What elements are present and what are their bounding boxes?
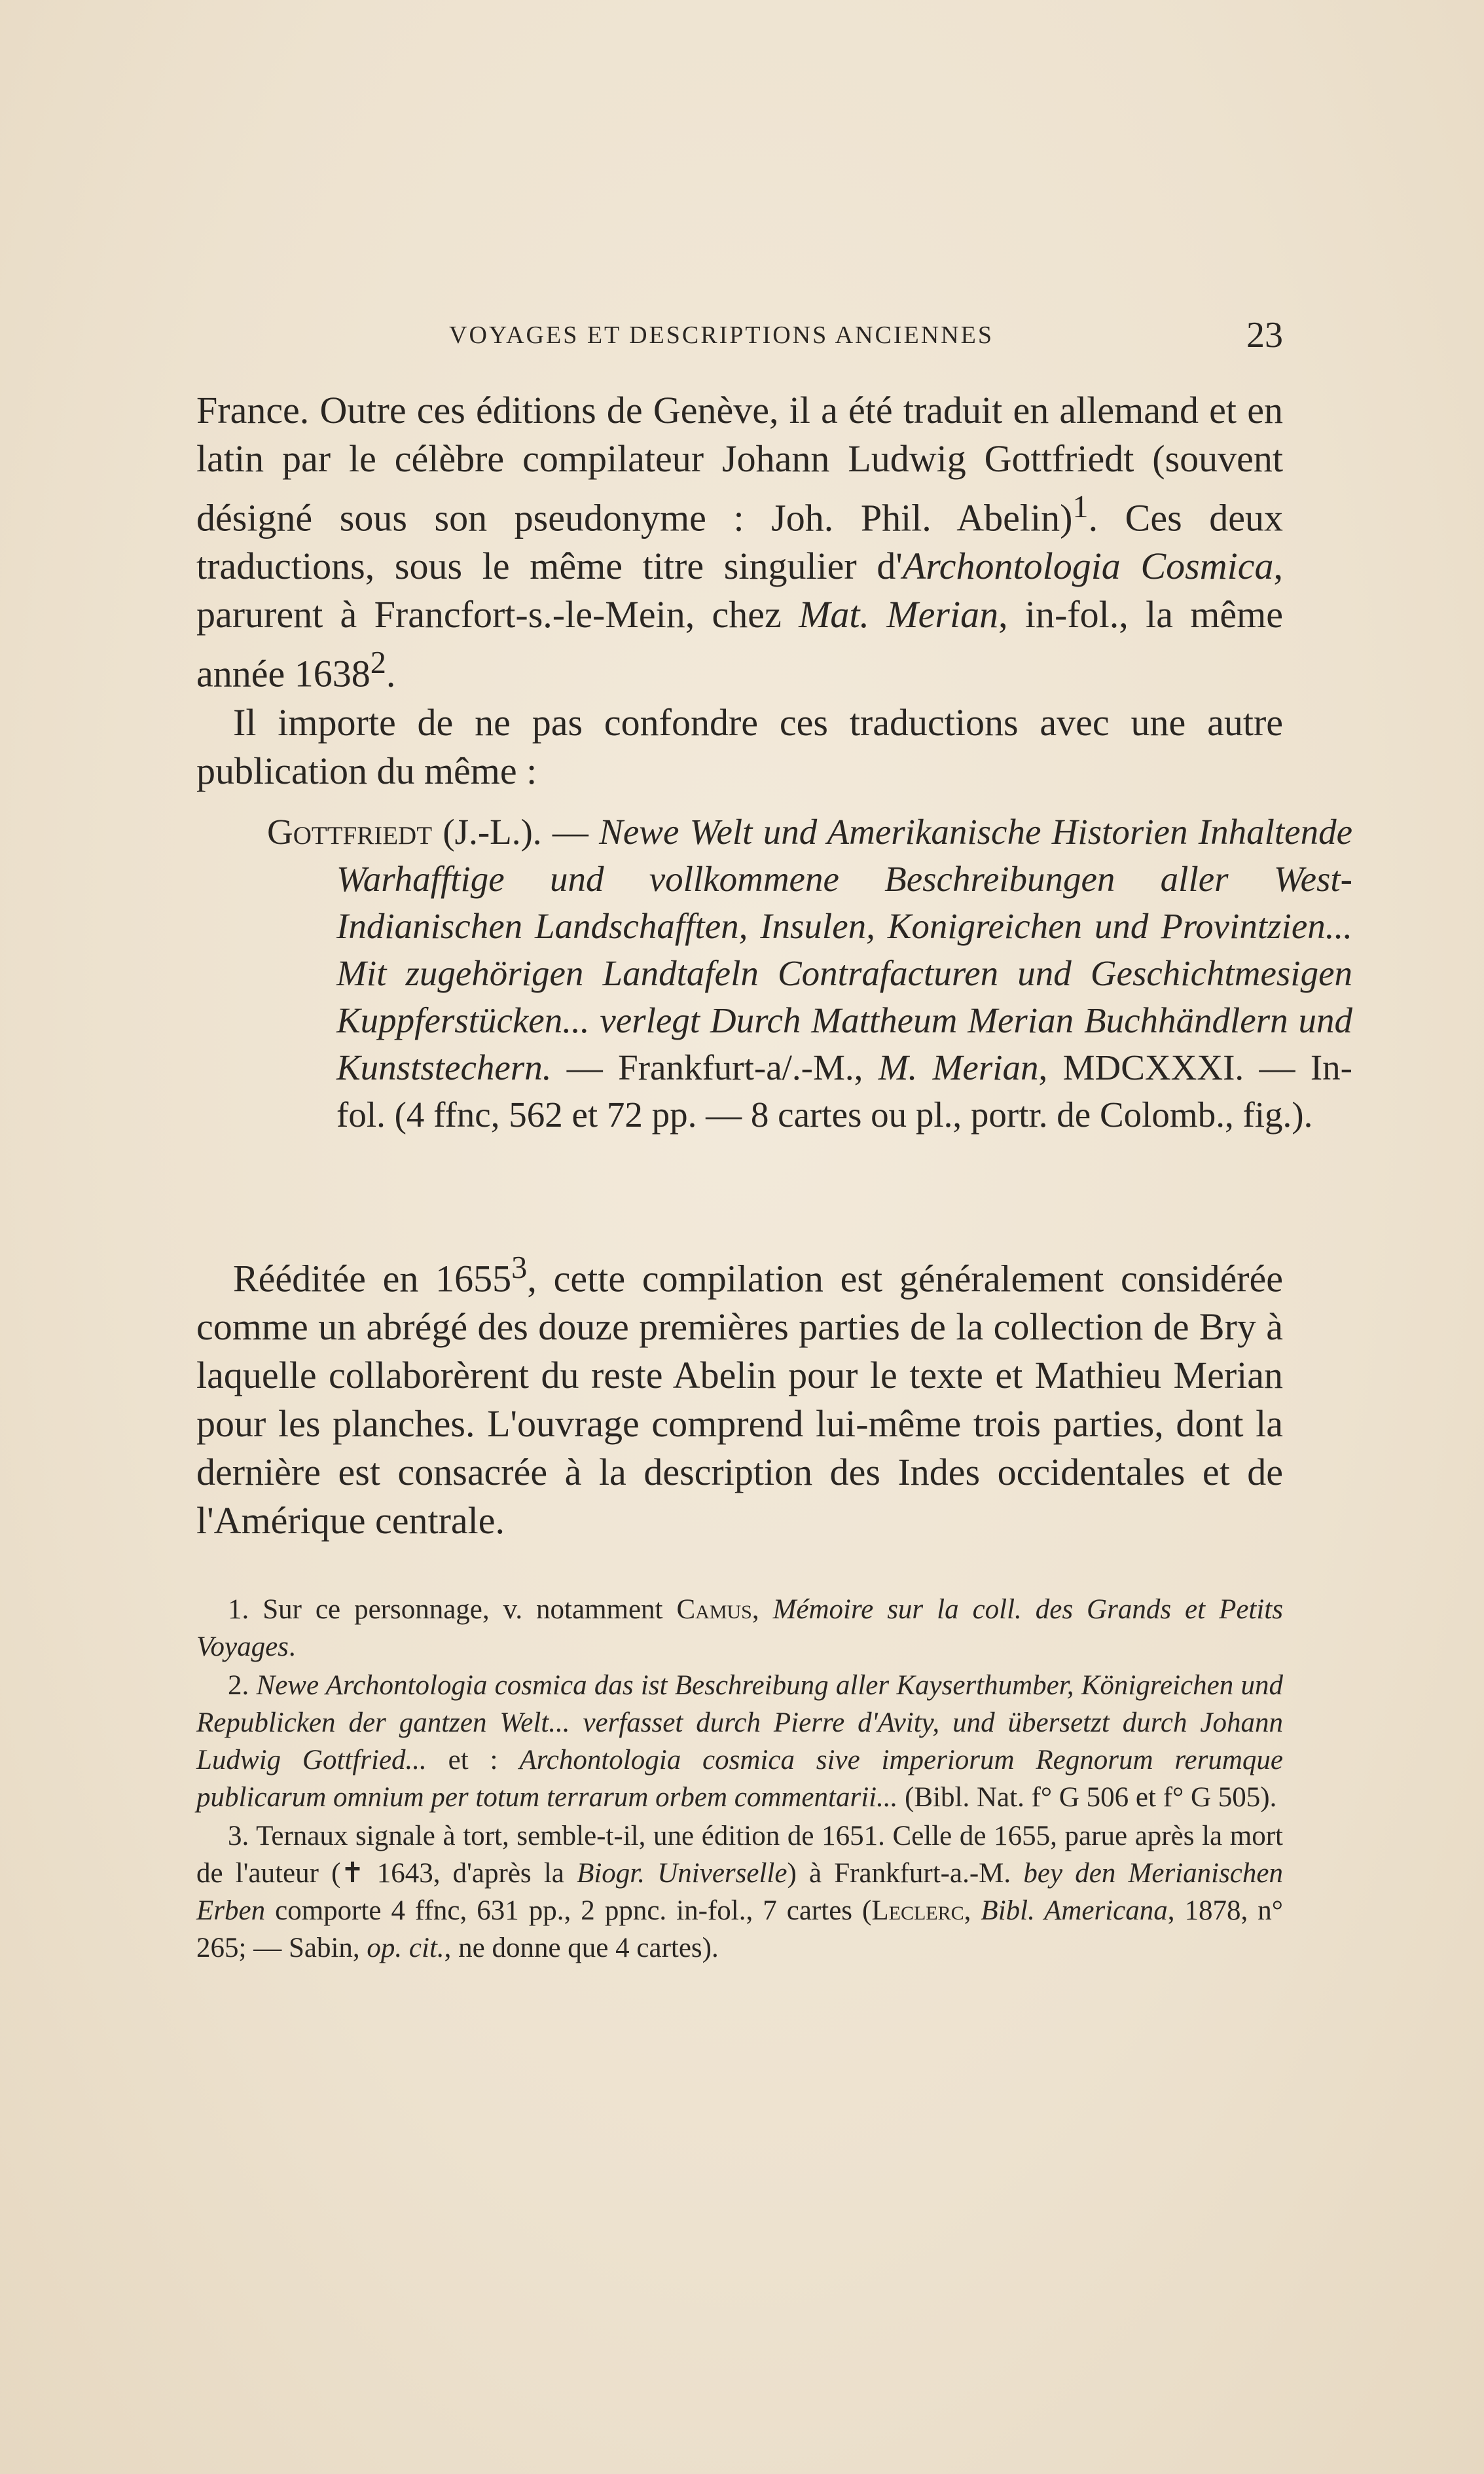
bibliographic-citation (267, 809, 1352, 1138)
paragraph-1 (196, 386, 1283, 699)
citation-title: Newe Welt und Amerikanische Historien Inhaltende Warhafftige und vollkommene Beschreibungen aller West-Indianischen Landschafften, Insulen, Konigreichen und Provintzien... Mit zugehörigen Landtafeln Contrafacturen und Geschichtmesigen Kuppferstücken... verlegt Durch Mattheum Merian Buchhändlern und Kunststechern. (336, 812, 1352, 1087)
footnote-1-end: . (288, 1631, 296, 1662)
work-title: Archontologia Cosmica (902, 545, 1274, 588)
paragraph-1-text-4: , in-fol., la même année 1638 (196, 593, 1283, 695)
footnote-2-latin-title: Archontologia cosmica sive imperiorum Regnorum rerumque publicarum omnium per totum terrarum orbem commentarii... (196, 1745, 1284, 1813)
footnote-3-biogr: Biogr. Universelle (577, 1858, 787, 1889)
footnote-2 (196, 1667, 1283, 1816)
main-text (196, 386, 1283, 795)
footnote-2-mid: et : (426, 1745, 520, 1775)
footnote-1-title: Mémoire sur la coll. des Grands et Petits Voyages (196, 1594, 1283, 1662)
footnote-3-opcit: op. cit. (367, 1933, 444, 1963)
footnote-3-sep: , (964, 1895, 981, 1926)
running-title: VOYAGES ET DESCRIPTIONS ANCIENNES (449, 321, 994, 349)
footnote-3-text-4: , 1878, n° 265; — Sabin, (196, 1895, 1283, 1963)
footnote-3-number: 3. (228, 1821, 249, 1851)
footnote-3 (196, 1817, 1283, 1967)
footnote-2-number: 2. (228, 1670, 249, 1701)
paragraph-1-text: France. Outre ces éditions de Genève, il a été traduit en allemand et en latin par le célèbre compilateur Johann Ludwig Gottfriedt (souvent désigné sous son pseudonyme : Joh. Phil. Abelin) (196, 389, 1283, 539)
footnotes (196, 1591, 1283, 1968)
paragraph-3-text-2: , cette compilation est généralement considérée comme un abrégé des douze premières parties de la collection de Bry à laquelle collaborèrent du reste Abelin pour le texte et Mathieu Merian pour les planches. L'ouvrage comprend lui-même trois parties, dont la dernière est consacrée à la description des Indes occidentales et de l'Amérique centrale. (196, 1257, 1283, 1542)
footnote-2-end: (Bibl. Nat. f° G 506 et f° G 505). (897, 1782, 1277, 1813)
paragraph-2: Il importe de ne pas confondre ces traductions avec une autre publication du même : (196, 700, 1283, 792)
footnote-3-text-3: comporte 4 ffnc, 631 pp., 2 ppnc. in-fol., 7 cartes ( (265, 1895, 872, 1926)
citation-printer: M. Merian (878, 1047, 1039, 1087)
citation-place: — Frankfurt-a/.-M., (551, 1047, 878, 1087)
footnote-1 (196, 1591, 1283, 1665)
paragraph-1-text-5: . (386, 652, 396, 695)
footnote-3-publisher: bey den Merianischen Erben (196, 1858, 1283, 1926)
paragraph-3-text: Rééditée en 1655 (233, 1257, 512, 1300)
footnote-1-author: Camus (676, 1594, 752, 1625)
paragraph-1-text-2: . Ces deux traductions, sous le même titre singulier d' (196, 496, 1284, 588)
footnote-3-text: Ternaux signale à tort, semble-t-il, une édition de 1651. Celle de 1655, parue après la mort de l'auteur (✝ 1643, d'après la (196, 1821, 1283, 1889)
footnote-3-text-5: , ne donne que 4 cartes). (444, 1933, 719, 1963)
footnote-1-text: Sur ce personnage, v. notamment (249, 1594, 677, 1625)
footnote-3-bibl: Bibl. Americana (981, 1895, 1168, 1926)
citation-initials: (J.-L.). — (432, 812, 600, 852)
citation-author: Gottfriedt (267, 812, 433, 852)
footnote-3-text-2: ) à Frankfurt-a.-M. (787, 1858, 1024, 1889)
footnote-1-number: 1. (228, 1594, 249, 1625)
footnote-3-author: Leclerc (871, 1895, 964, 1926)
paragraph-3 (196, 1244, 1283, 1545)
running-head (196, 315, 1283, 360)
footnote-ref-2: 2 (370, 646, 386, 681)
footnote-ref-3: 3 (511, 1250, 528, 1285)
paragraph-1-text-3: , parurent à Francfort-s.-le-Mein, chez (196, 545, 1283, 636)
footnote-2-title: Newe Archontologia cosmica das ist Beschreibung aller Kayserthumber, Königreichen und Republicken der gantzen Welt... verfasset durch Pierre d'Avity, und übersetzt durch Johann Ludwig Gottfried... (196, 1670, 1283, 1775)
footnote-ref-1: 1 (1072, 490, 1089, 524)
citation-details: , MDCXXXI. — In-fol. (4 ffnc, 562 et 72 pp. — 8 cartes ou pl., portr. de Colomb., fig.). (336, 1047, 1352, 1135)
publisher-name: Mat. Merian (799, 593, 999, 636)
page-number: 23 (1246, 315, 1283, 355)
footnote-1-sep: , (751, 1594, 773, 1625)
